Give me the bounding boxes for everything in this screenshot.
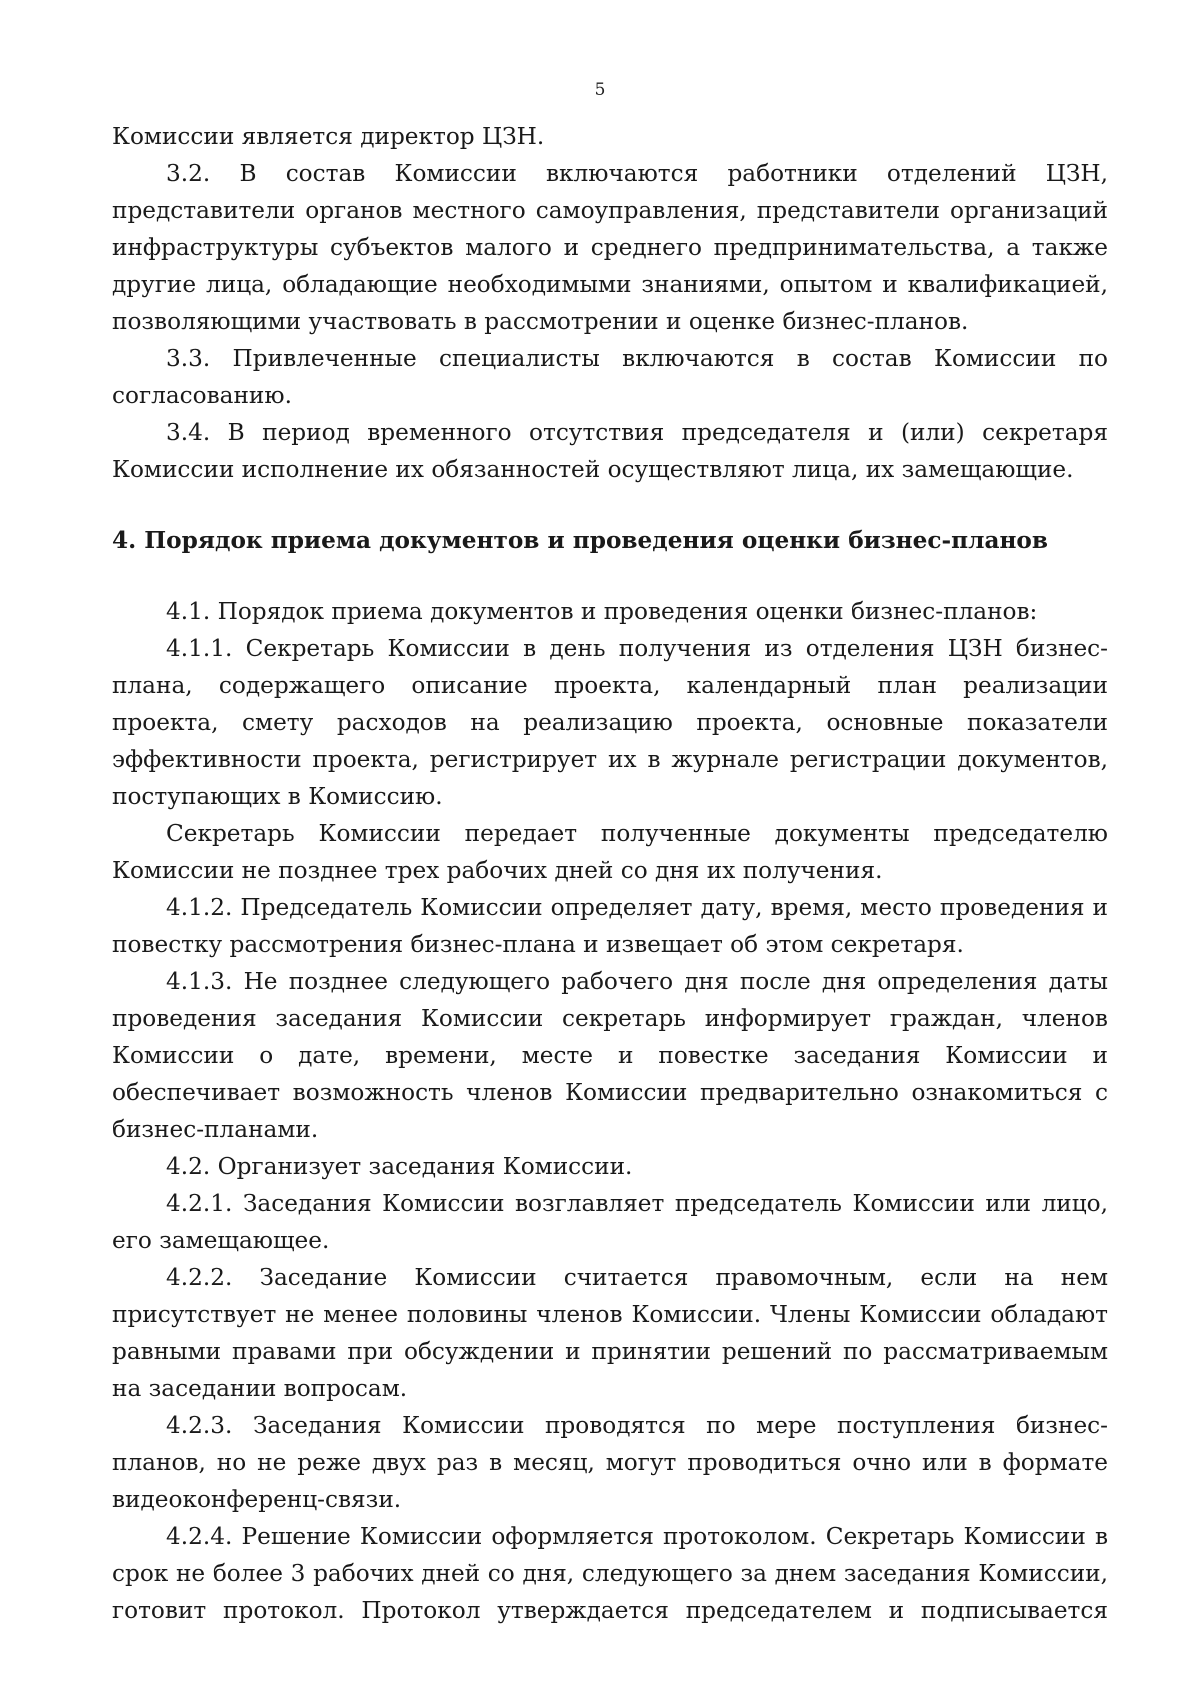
paragraph: 4.2.3. Заседания Комиссии проводятся по мере поступления бизнес-планов, но не реже двух раз в месяц, могут проводиться очно или в формате видеоконференц-связи. [112, 1412, 1108, 1513]
page-number: 5 [594, 80, 606, 100]
paragraph: 3.3. Привлеченные специалисты включаются в состав Комиссии по согласованию. [112, 345, 1108, 409]
paragraph: 4.2.1. Заседания Комиссии возглавляет председатель Комиссии или лицо, его замещающее. [112, 1190, 1108, 1254]
paragraph: 3.4. В период временного отсутствия председателя и (или) секретаря Комиссии исполнение их обязанностей осуществляют лица, их замещающие. [112, 419, 1108, 483]
document-body [112, 118, 1108, 1629]
paragraph: 3.2. В состав Комиссии включаются работники отделений ЦЗН, представители органов местного самоуправления, представители организаций инфраструктуры субъектов малого и среднего предпринимательства, а также другие лица, обладающие необходимыми знаниями, опытом и квалификацией, позволяющими участвовать в рассмотрении и оценке бизнес-планов. [112, 160, 1108, 335]
paragraph: 4.1.3. Не позднее следующего рабочего дня после дня определения даты проведения заседания Комиссии секретарь информирует граждан, членов Комиссии о дате, времени, месте и повестке заседания Комиссии и обеспечивает возможность членов Комиссии предварительно ознакомиться с бизнес-планами. [112, 968, 1108, 1143]
section-heading: 4. Порядок приема документов и проведения оценки бизнес-планов [112, 527, 1049, 554]
paragraph: 4.1. Порядок приема документов и проведения оценки бизнес-планов: [166, 598, 1038, 625]
paragraph: Комиссии является директор ЦЗН. [112, 123, 545, 150]
paragraph: 4.2. Организует заседания Комиссии. [166, 1153, 633, 1180]
paragraph: 4.1.1. Секретарь Комиссии в день получения из отделения ЦЗН бизнес-плана, содержащего описание проекта, календарный план реализации проекта, смету расходов на реализацию проекта, основные показатели эффективности проекта, регистрирует их в журнале регистрации документов, поступающих в Комиссию. [112, 635, 1108, 810]
paragraph: 4.1.2. Председатель Комиссии определяет дату, время, место проведения и повестку рассмотрения бизнес-плана и извещает об этом секретаря. [112, 894, 1108, 958]
paragraph: 4.2.4. Решение Комиссии оформляется протоколом. Секретарь Комиссии в срок не более 3 рабочих дней со дня, следующего за днем заседания Комиссии, готовит протокол. Протокол утверждается председателем и подписывается [112, 1523, 1108, 1624]
paragraph: Секретарь Комиссии передает полученные документы председателю Комиссии не позднее трех рабочих дней со дня их получения. [112, 820, 1108, 884]
paragraph: 4.2.2. Заседание Комиссии считается правомочным, если на нем присутствует не менее половины членов Комиссии. Члены Комиссии обладают равными правами при обсуждении и принятии решений по рассматриваемым на заседании вопросам. [112, 1264, 1108, 1402]
